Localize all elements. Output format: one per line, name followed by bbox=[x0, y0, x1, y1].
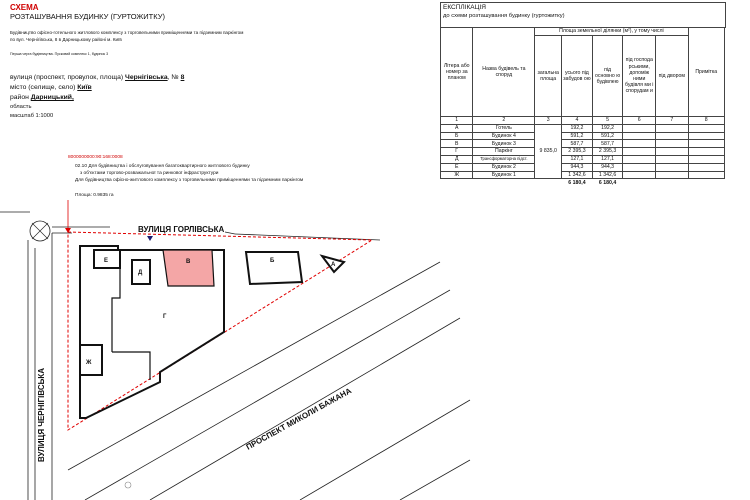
street-edge bbox=[235, 234, 380, 240]
cell-name: Будинок 4 bbox=[473, 132, 535, 140]
entrance-marker bbox=[147, 236, 153, 241]
cell-main: 2 395,3 bbox=[592, 148, 623, 156]
cell-built: 591,2 bbox=[562, 132, 593, 140]
street-name-bazhana: ПРОСПЕКТ МИКОЛИ БАЖАНА bbox=[244, 386, 354, 452]
description-line-1: Будівництво офісно-готельного житлового комплексу з торговельними приміщеннями та підземним паркінгом bbox=[10, 30, 244, 35]
cell-note bbox=[688, 155, 725, 163]
parking-inner-line bbox=[112, 352, 150, 380]
col-header-litera: Літера або номер за планом bbox=[441, 28, 473, 117]
building-v-highlighted bbox=[163, 250, 214, 286]
table-row bbox=[441, 132, 725, 140]
table-row bbox=[441, 148, 725, 156]
street-prefix: вулиця (проспект, провулок, площа) bbox=[10, 74, 124, 81]
region-line: область bbox=[10, 104, 32, 110]
cadastral-number: 8000000000:90:168:0008 bbox=[68, 155, 123, 160]
cell-yard bbox=[656, 155, 688, 163]
col-header-aux: під господа рськими, допоміж ними будівля ми і спорудам и bbox=[623, 36, 656, 117]
cell-yard bbox=[656, 148, 688, 156]
cell-built: 944,3 bbox=[562, 163, 593, 171]
label-a: А bbox=[331, 262, 336, 268]
table-total-row bbox=[441, 179, 725, 186]
stage-note: Перша черга будівництва. Пусковий комплекс 1, будинок 3 bbox=[10, 52, 109, 56]
cell-total-area: 9 835,0 bbox=[535, 124, 562, 179]
street-number: 8 bbox=[180, 74, 185, 81]
col-num: 7 bbox=[656, 117, 688, 125]
col-header-yard: під двором bbox=[656, 36, 688, 117]
district-prefix: район bbox=[10, 94, 29, 101]
cell-note bbox=[688, 132, 725, 140]
col-header-total: загальна площа bbox=[535, 36, 562, 117]
cell-aux bbox=[623, 163, 656, 171]
city-prefix: місто (селище, село) bbox=[10, 84, 76, 91]
col-num: 4 bbox=[562, 117, 593, 125]
purpose-line-3: Для будівництва офісно-житлового комплексу з торговельними приміщеннями та підземним паркінгом bbox=[75, 178, 304, 183]
cell-name: Готель bbox=[473, 124, 535, 132]
cell-main: 587,7 bbox=[592, 140, 623, 148]
cell-litera: Ж bbox=[441, 171, 473, 179]
table-row bbox=[441, 124, 725, 132]
street-name-horlivska: ВУЛИЦЯ ГОРЛІВСЬКА bbox=[138, 225, 225, 234]
col-num: 5 bbox=[592, 117, 623, 125]
col-num: 1 bbox=[441, 117, 473, 125]
cell-note bbox=[688, 140, 725, 148]
col-header-main: під основно ю будівлею bbox=[592, 36, 623, 117]
avenue-edge bbox=[300, 400, 470, 500]
page-subtitle: РОЗТАШУВАННЯ БУДИНКУ (ГУРТОЖИТКУ) bbox=[10, 12, 165, 21]
cell-yard bbox=[656, 163, 688, 171]
map-marker-circle bbox=[125, 482, 131, 488]
cell-note bbox=[688, 163, 725, 171]
table-row bbox=[441, 163, 725, 171]
cell-yard bbox=[656, 140, 688, 148]
cell-name: Будинок 1 bbox=[473, 171, 535, 179]
district-value: Дарницький, bbox=[30, 94, 74, 101]
cell-litera: Б bbox=[441, 132, 473, 140]
cell-aux bbox=[623, 140, 656, 148]
col-header-area-group: Площа земельної ділянки (м²), у тому числі bbox=[535, 28, 688, 36]
street-value: Чернігівська bbox=[125, 74, 168, 81]
cell-note bbox=[688, 148, 725, 156]
description-line-2: по вул. Чернігівська, 8 в Дарницькому районі м. Київ bbox=[10, 37, 122, 42]
table-row bbox=[441, 140, 725, 148]
parcel-area: Площа: 0.9835 га bbox=[75, 193, 114, 198]
cell-built: 587,7 bbox=[562, 140, 593, 148]
page-title: СХЕМА bbox=[10, 3, 39, 12]
cell-name: Будинок 2 bbox=[473, 163, 535, 171]
label-b: Б bbox=[270, 258, 275, 264]
building-b bbox=[246, 252, 302, 284]
cell-aux bbox=[623, 124, 656, 132]
col-header-built: усього під забудов ою bbox=[562, 36, 593, 117]
cell-main: 1 342,6 bbox=[592, 171, 623, 179]
col-num: 3 bbox=[535, 117, 562, 125]
cell-name: Паркінг bbox=[473, 148, 535, 156]
cell-name: Будинок 3 bbox=[473, 140, 535, 148]
sum-main: 6 180,4 bbox=[598, 179, 617, 186]
label-e: Е bbox=[104, 258, 109, 264]
label-zh: Ж bbox=[86, 360, 92, 366]
table-row bbox=[441, 155, 725, 163]
label-d: Д bbox=[138, 270, 143, 276]
table-row bbox=[441, 171, 725, 179]
cell-litera: В bbox=[441, 140, 473, 148]
col-header-note: Примітка bbox=[688, 28, 725, 117]
cell-yard bbox=[656, 171, 688, 179]
cell-aux bbox=[623, 148, 656, 156]
sum-built: 6 180,4 bbox=[568, 179, 586, 186]
col-num: 6 bbox=[623, 117, 656, 125]
cell-main: 127,1 bbox=[592, 155, 623, 163]
cell-litera: А bbox=[441, 124, 473, 132]
cell-yard bbox=[656, 124, 688, 132]
avenue-edge bbox=[85, 290, 450, 500]
explication-table bbox=[440, 27, 725, 186]
cell-note bbox=[688, 124, 725, 132]
cell-main: 944,3 bbox=[592, 163, 623, 171]
avenue-edge bbox=[400, 460, 470, 500]
col-num: 8 bbox=[688, 117, 725, 125]
col-num: 2 bbox=[473, 117, 535, 125]
cell-litera: Г bbox=[441, 148, 473, 156]
explication-header-box bbox=[440, 2, 726, 28]
cell-aux bbox=[623, 171, 656, 179]
scale-line: масштаб 1:1000 bbox=[10, 113, 54, 119]
city-value: Київ bbox=[77, 84, 92, 91]
street-number-label: , № bbox=[167, 74, 179, 81]
purpose-line-1: 02.10 Для будівництва і обслуговування багатоквартирного житлового будинку bbox=[75, 164, 250, 169]
street-edge bbox=[225, 232, 235, 234]
cell-note bbox=[688, 171, 725, 179]
explication-title: ЕКСПЛІКАЦІЯ bbox=[443, 4, 486, 11]
street-name-chernihivska: ВУЛИЦЯ ЧЕРНІГІВСЬКА bbox=[37, 367, 46, 462]
purpose-line-2: з об'єктами торгово-розважальної та ринкової інфраструктури bbox=[80, 171, 219, 176]
explication-subtitle: до схеми розташування будинку (гуртожитку) bbox=[443, 13, 565, 19]
cell-built: 192,2 bbox=[562, 124, 593, 132]
cell-aux bbox=[623, 155, 656, 163]
cell-litera: Д bbox=[441, 155, 473, 163]
cell-main: 192,2 bbox=[592, 124, 623, 132]
cell-built: 1 342,6 bbox=[562, 171, 593, 179]
col-header-name: Назва будівель та споруд bbox=[473, 28, 535, 117]
cell-main: 591,2 bbox=[592, 132, 623, 140]
cell-built: 127,1 bbox=[562, 155, 593, 163]
cell-built: 2 395,3 bbox=[562, 148, 593, 156]
cell-litera: Е bbox=[441, 163, 473, 171]
cell-yard bbox=[656, 132, 688, 140]
cell-aux bbox=[623, 132, 656, 140]
cell-name: Трансформаторна підст. bbox=[473, 155, 535, 163]
avenue-edge bbox=[150, 318, 460, 500]
label-v: В bbox=[186, 259, 191, 265]
label-g: Г bbox=[163, 314, 167, 320]
